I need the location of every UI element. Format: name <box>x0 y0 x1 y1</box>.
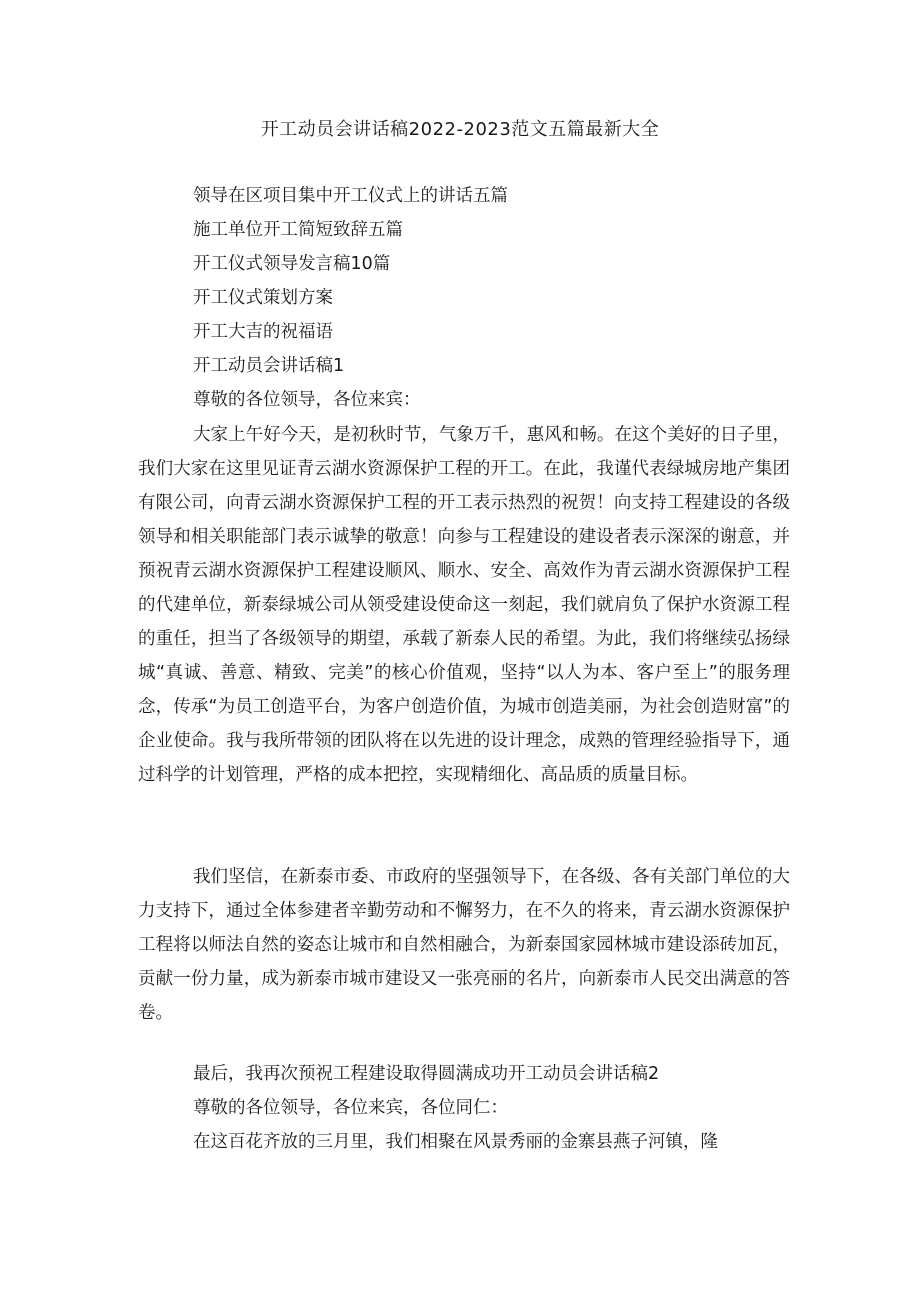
toc-item-1: 领导在区项目集中开工仪式上的讲话五篇 <box>193 186 508 206</box>
salutation-2: 尊敬的各位领导，各位来宾，各位同仁： <box>193 1098 508 1118</box>
toc-item-2: 施工单位开工简短致辞五篇 <box>193 220 403 240</box>
toc-item-6: 开工动员会讲话稿1 <box>193 356 345 376</box>
document-title: 开工动员会讲话稿2022-2023范文五篇最新大全 <box>260 119 660 140</box>
body-paragraph-2: 我们坚信，在新泰市委、市政府的坚强领导下，在各级、各有关部门单位的大力支持下，通过全体参建者辛勤劳动和不懈努力，在不久的将来，青云湖水资源保护工程将以师法自然的姿态让城市和自然相融合，为新泰国家园林城市建设添砖加瓦，贡献一份力量，成为新泰市城市建设又一张亮丽的名片，向新泰市人民交出满意的答卷。 <box>138 867 790 1023</box>
salutation-1: 尊敬的各位领导，各位来宾： <box>193 390 421 410</box>
body-paragraph-1: 大家上午好今天，是初秋时节，气象万千，惠风和畅。在这个美好的日子里，我们大家在这里见证青云湖水资源保护工程的开工。在此，我谨代表绿城房地产集团有限公司，向青云湖水资源保护工程的开工表示热烈的祝贺！向支持工程建设的各级领导和相关职能部门表示诚挚的敬意！向参与工程建设的建设者表示深深的谢意，并预祝青云湖水资源保护工程建设顺风、顺水、安全、高效作为青云湖水资源保护工程的代建单位，新泰绿城公司从领受建设使命这一刻起，我们就肩负了保护水资源工程的重任，担当了各级领导的期望，承载了新泰人民的希望。为此，我们将继续弘扬绿城“真诚、善意、精致、完美”的核心价值观，坚持“以人为本、客户至上”的服务理念，传承“为员工创造平台，为客户创造价值，为城市创造美丽，为社会创造财富”的企业使命。我与我所带领的团队将在以先进的设计理念，成熟的管理经验指导下，通过科学的计划管理，严格的成本把控，实现精细化、高品质的质量目标。 <box>138 425 790 785</box>
toc-item-3: 开工仪式领导发言稿10篇 <box>193 254 391 274</box>
closing-line: 最后，我再次预祝工程建设取得圆满成功开工动员会讲话稿2 <box>193 1064 660 1084</box>
toc-item-5: 开工大吉的祝福语 <box>193 322 333 342</box>
body-paragraph-3: 在这百花齐放的三月里，我们相聚在风景秀丽的金寨县燕子河镇，隆 <box>193 1132 718 1152</box>
toc-item-4: 开工仪式策划方案 <box>193 288 333 308</box>
